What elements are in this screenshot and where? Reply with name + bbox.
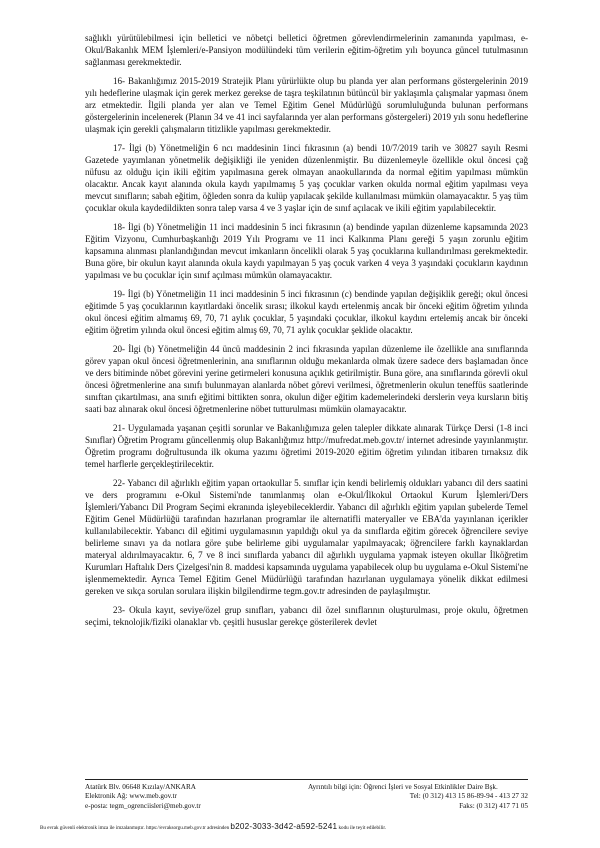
document-body	[85, 32, 528, 635]
footer-fax: Faks: (0 312) 417 71 05	[459, 801, 528, 810]
verification-suffix: kodu ile teyit edilebilir.	[338, 825, 387, 831]
footer-email: e-posta: tegm_ogrenciisleri@meb.gov.tr	[85, 801, 201, 810]
verification-code: b202-3033-3d42-a592-5241	[230, 822, 338, 831]
paragraph-22: 22- Yabancı dil ağırlıklı eğitim yapan ortaokullar 5. sınıflar için kendi belirlemiş oldukları yabancı dil ders saatini ve ders programını e-Okul Sistemi'nde tanımlanmış olan e-Okul/İlkokul Ortaokul Kurum İşlemleri/Ders İşlemleri/Yabancı Dil Program Seçimi ekranında işleyebileceklerdir. Yabancı dil ağırlıklı eğitim yapılan şubelerde Temel Eğitim Genel Müdürlüğü tarafından hazırlanan programlar ile alternatifli materyaller ve EBA'da yayınlanan içerikler kullanılabilecektir. Yabancı dil eğitimi uygulamasının yapıldığı okul ya da sınıflarda eğitim görecek öğrencilere seviye belirleme sınavı ya da notlara göre şube belirleme gibi uygulamalar yapılmayacak; öğrencilere farklı kaynaklardan materyal aldırılmayacaktır. 6, 7 ve 8 inci sınıflarda yabancı dil ağırlıklı uygulama yapmak isteyen okullar İlköğretim Kurumları Haftalık Ders Çizelgesi'nin 8. maddesi kapsamında uygulama yapabilecek olup bu uygulama e-Okul Sistemi'ne işlenmemektedir. Ayrıca Temel Eğitim Genel Müdürlüğü tarafından hazırlanan uygulamaya yönelik dikkat edilmesi gereken ve sıkça sorulan sorulara ilişkin bilgilendirme tegm.gov.tr adresinden de paylaşılmıştır.	[85, 477, 528, 597]
paragraph-18: 18- İlgi (b) Yönetmeliğin 11 inci maddesinin 5 inci fıkrasının (a) bendinde yapılan düzenleme kapsamında 2023 Eğitim Vizyonu, Cumhurbaşkanlığı 2019 Yılı Programı ve 11 inci Kalkınma Planı gereği 5 yaşın zorunlu eğitim kapsamına alınması planlandığından mevcut imkanların öncelikli olarak 5 yaş çocuklarına kullandırılması gerekmektedir. Buna göre, bir okulun kayıt alanında okula kaydı yapılmayan 5 yaş çocuk varken 4 veya 3 yaşındaki çocukların kaydının yapılması ve bu çocuklar için sınıf açılması mümkün olamayacaktır.	[85, 221, 528, 281]
footer-address: Atatürk Blv. 06648 Kızılay/ANKARA	[85, 783, 196, 791]
footer-phone: Tel: (0 312) 413 15 86-89-94 - 413 27 32	[409, 792, 528, 801]
footer-web: Elektronik Ağ: www.meb.gov.tr	[85, 792, 177, 801]
paragraph-23: 23- Okula kayıt, seviye/özel grup sınıfları, yabancı dil özel sınıflarının oluşturulması, proje okulu, öğretmen seçimi, teknolojik/fiziki olanaklar vb. çeşitli hususlar gerekçe gösterilerek devlet	[85, 605, 528, 628]
paragraph-19: 19- İlgi (b) Yönetmeliğin 11 inci maddesinin 5 inci fıkrasının (c) bendinde yapılan değişiklik gereği; okul öncesi eğitimde 5 yaş çocuklarının kayıtlardaki öncelik sırası; ilkokul kaydı ertelenmiş ancak bir önceki eğitim öğretim yılında okul öncesi eğitim almamış 69, 70, 71 aylık çocuklar, 5 yaşındaki çocuklar, ilkokul kaydını ertelemiş ancak bir önceki eğitim öğretim yılında okul öncesi eğitim almış 69, 70, 71 aylık çocuklar şeklide olacaktır.	[85, 288, 528, 336]
paragraph-21: 21- Uygulamada yaşanan çeşitli sorunlar ve Bakanlığımıza gelen talepler dikkate alınarak Türkçe Dersi (1-8 inci Sınıflar) Öğretim Programı güncellenmiş olup Bakanlığımız http://mufredat.meb.gov.tr/ internet adresinde yayınlanmıştır. Öğretim programı doğrultusunda ilk okuma yazımı öğretimi 2019-2020 eğitim öğretim yılından itibaren tırnaksız dik temel harflerle gerçekleştirilecektir.	[85, 422, 528, 469]
paragraph-16: 16- Bakanlığımız 2015-2019 Stratejik Planı yürürlükte olup bu planda yer alan performans göstergelerinin 2019 yılı hedeflerine ulaşmak için gerek merkez gerekse de taşra teşkilatının bütüncül bir yaklaşımla çalışmalar yapması önem arz etmektedir. İlgili planda yer alan ve Temel Eğitim Genel Müdürlüğü sorumluluğunda bulunan performans göstergelerinin incelenerek (Planın 34 ve 41 inci sayfalarında yer alan performans göstergeleri) 2019 yılı sonu hedeflerine ulaşmak için gerekli çalışmaların titizlikle yapılması gerekmektedir.	[85, 75, 528, 135]
paragraph-20: 20- İlgi (b) Yönetmeliğin 44 üncü maddesinin 2 inci fıkrasında yapılan düzenleme ile özellikle ana sınıflarında görev yapan okul öncesi öğretmenlerinin, ana sınıflarının olduğu mekanlarda olmak üzere sadece ders başlamadan önce ve ders bitiminde nöbet görevini yerine getirmeleri konusuna açıklık getirilmiştir. Buna göre, ana sınıflarında görevli okul öncesi öğretmenlerine ana sınıfı bulunmayan alanlarda nöbet görevi verilmesi, öğretmenlerin okulun teneffüs saatlerinde sınıftan çıkartılması, ana sınıfı eğitimi bittikten sonra, okulun diğer eğitim kademelerindeki derslerin veya kursların bitiş saati baz alınarak okul öncesi öğretmenlerine nöbet tutturulması mümkün olamayacaktır.	[85, 343, 528, 415]
footer-contact-left	[85, 783, 245, 811]
verification-line	[40, 823, 570, 832]
footer-contact-right	[308, 783, 528, 811]
footer-divider	[85, 779, 528, 780]
verification-prefix: Bu evrak güvenli elektronik imza ile imzalanmıştır. https://evraksorgu.meb.gov.tr adresinden	[40, 825, 230, 831]
paragraph-continuation: sağlıklı yürütülebilmesi için belletici ve nöbetçi belletici öğretmen görevlendirmelerinin zamanında yapılması, e-Okul/Bakanlık MEM İşlemleri/e-Pansiyon modülündeki tüm verilerin eğitim-öğretim yılı boyunca güncel tutulmasının sağlanması gerekmektedir.	[85, 33, 528, 68]
paragraph-17: 17- İlgi (b) Yönetmeliğin 6 ncı maddesinin 1inci fıkrasının (a) bendi 10/7/2019 tarih ve 30827 sayılı Resmi Gazetede yayımlanan yönetmelik değişikliği ile yeniden düzenlenmiştir. Bu düzenlemeyle özellikle okul öncesi çağ nüfusu az olduğu için ikili eğitim yapılmasına gerek olmayan anaokullarında da normal eğitim yapılması mümkün olacaktır. Ancak kayıt alanında okula kaydı yapılmamış 5 yaş çocuklar varken okulda normal eğitim yapılması veya mevcut sınıfların; sabah eğitim, öğleden sonra da kulüp yapılacak şekilde kullanılması mümkün olamayacaktır. 5 yaş tüm çocuklar okula kaydedildikten sonra talep varsa 4 ve 3 yaşlar için de sınıf açılacak ve ikili eğitim yapılabilecektir.	[85, 142, 528, 214]
footer-info: Ayrıntılı bilgi için: Öğrenci İşleri ve Sosyal Etkinlikler Daire Bşk.	[308, 783, 498, 791]
